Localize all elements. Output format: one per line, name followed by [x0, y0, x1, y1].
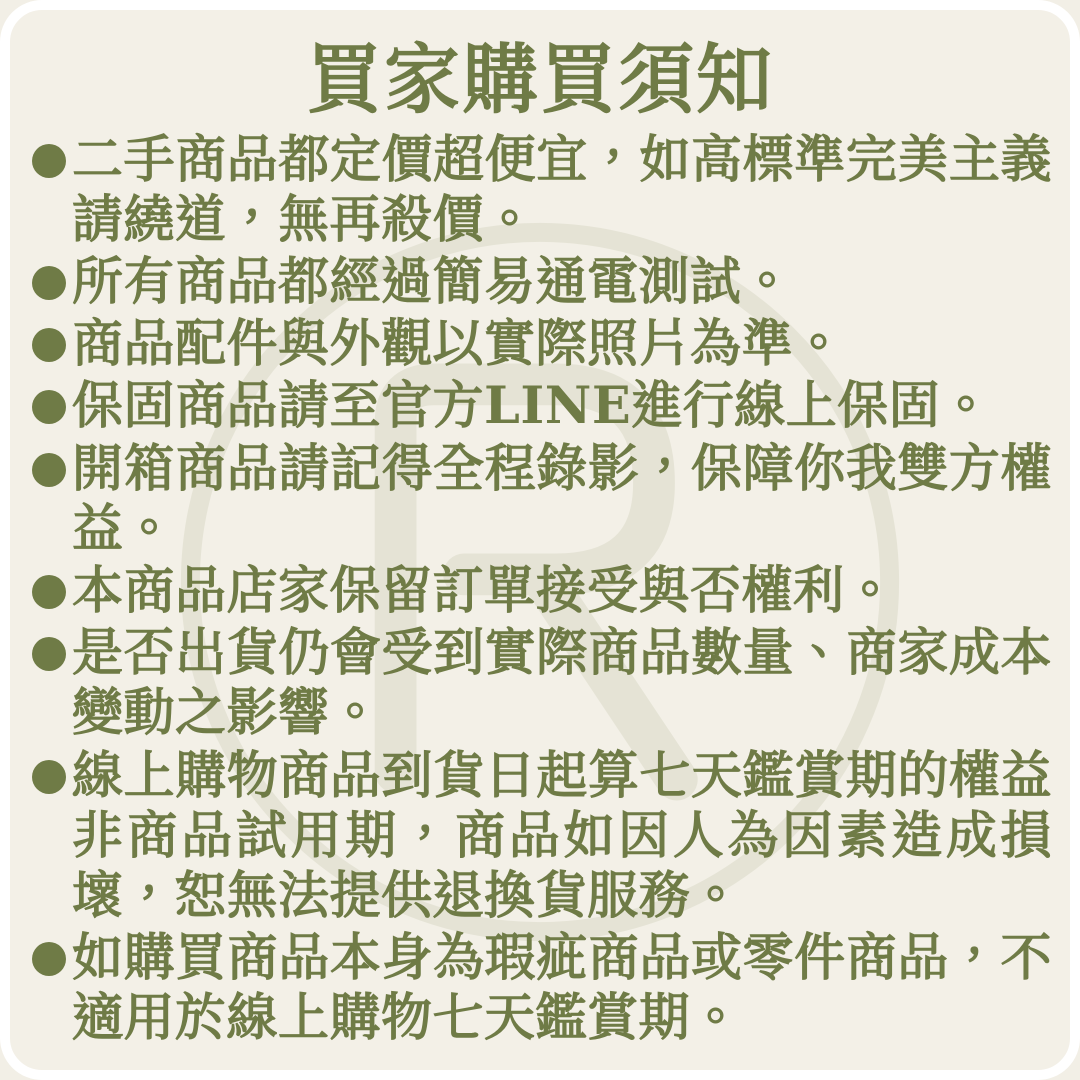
bullet-icon [32, 328, 66, 362]
notice-list [28, 130, 1052, 1049]
list-item-text: 線上購物商品到貨日起算七天鑑賞期的權益非商品試用期，商品如因人為因素造成損壞，恕無法提供退換貨服務。 [72, 745, 1052, 926]
list-item [28, 746, 1052, 927]
list-item [28, 439, 1052, 559]
list-item-text: 二手商品都定價超便宜，如高標準完美主義請繞道，無再殺價。 [72, 129, 1052, 250]
bullet-icon [32, 637, 66, 671]
bullet-icon [32, 453, 66, 487]
notice-content [10, 10, 1070, 1048]
list-item-text: 商品配件與外觀以實際照片為準。 [72, 314, 845, 375]
bullet-icon [32, 390, 66, 424]
bullet-icon [32, 942, 66, 976]
list-item [28, 561, 1052, 621]
list-item [28, 623, 1052, 743]
bullet-icon [32, 144, 66, 178]
bullet-icon [32, 760, 66, 794]
list-item-text: 本商品店家保留訂單接受與否權利。 [72, 561, 897, 621]
list-item-text: 所有商品都經過簡易通電測試。 [72, 252, 794, 313]
list-item [28, 376, 1052, 436]
list-item-text: 保固商品請至官方LINE進行線上保固。 [72, 376, 992, 437]
bullet-icon [32, 575, 66, 609]
list-item [28, 314, 1052, 374]
list-item [28, 130, 1052, 250]
list-item-text: 如購買商品本身為瑕疵商品或零件商品，不適用於線上購物七天鑑賞期。 [72, 928, 1052, 1049]
list-item [28, 252, 1052, 312]
page-title: 買家購買須知 [306, 35, 774, 124]
list-item [28, 928, 1052, 1048]
list-item-text: 是否出貨仍會受到實際商品數量、商家成本變動之影響。 [72, 623, 1052, 744]
bullet-icon [32, 266, 66, 300]
list-item-text: 開箱商品請記得全程錄影，保障你我雙方權益。 [72, 438, 1052, 559]
